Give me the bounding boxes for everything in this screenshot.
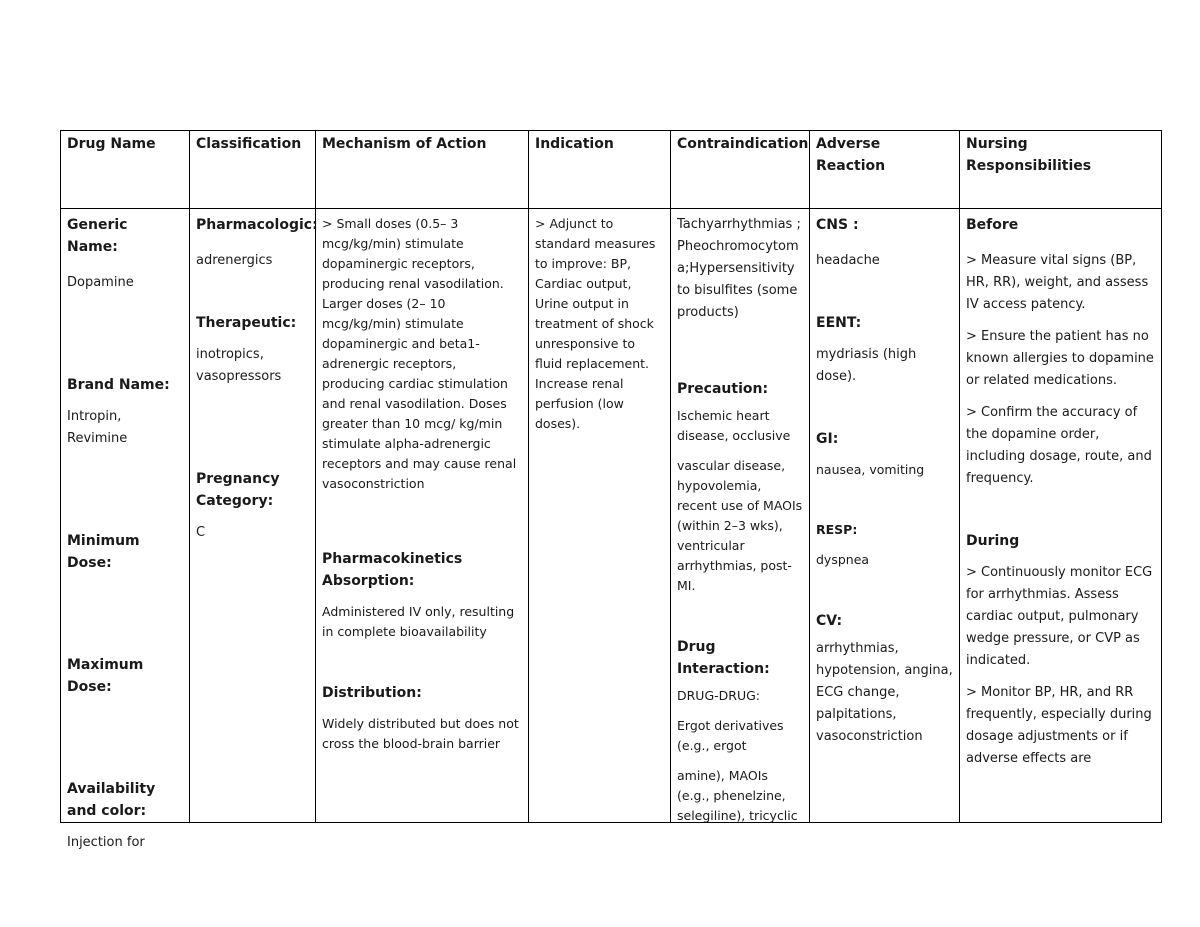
availability: Injection for [67,835,145,850]
before-item-1: > Measure vital signs (BP, HR, RR), weight, and assess IV access patency. [966,253,1149,312]
distribution-text: Widely distributed but does not cross the blood-brain barrier [322,716,519,751]
resp-text: dyspnea [816,552,870,567]
cell-mechanism [316,209,529,823]
gi-label: GI: [816,431,839,447]
gi-text: nausea, vomiting [816,462,925,477]
drug-interaction-label: Drug Interaction: [677,639,770,677]
contraindication-text: Tachyarrhythmias ;Pheochromocytoma;Hypersensitivity to bisulfites (some products) [677,217,801,320]
absorption-text: Administered IV only, resulting in complete bioavailability [322,604,515,639]
minimum-dose-label: Minimum Dose: [67,533,140,571]
during-item-2: > Monitor BP, HR, and RR frequently, especially during dosage adjustments or if adverse effects are [966,685,1152,766]
header-adverse-reaction: Adverse Reaction [810,131,960,209]
drug-drug-text-1: Ergot derivatives (e.g., ergot [677,718,784,753]
header-nursing: Nursing Responsibilities [960,131,1162,209]
header-contraindication: Contraindication [671,131,810,209]
eent-label: EENT: [816,315,862,331]
drug-drug-label: DRUG-DRUG: [677,688,761,703]
pharmacologic-label: Pharmacologic: [196,217,318,233]
precaution-text-2: vascular disease, hypovolemia, recent use of MAOIs (within 2–3 wks), ventricular arrhythmias, post-MI. [677,458,803,593]
cell-contraindication [671,209,810,823]
precaution-label: Precaution: [677,381,769,397]
cv-text: arrhythmias, hypotension, angina, ECG change, palpitations, vasoconstriction [816,641,953,744]
distribution-label: Distribution: [322,685,422,701]
cns-text: headache [816,253,880,268]
mechanism-text: > Small doses (0.5– 3 mcg/kg/min) stimulate dopaminergic receptors, producing renal vasodilation. Larger doses (2– 10 mcg/kg/min) stimulate dopaminergic and beta1-adrenergic receptors, producing cardiac stimulation and renal vasodilation. Doses greater than 10 mcg/ kg/min stimulate alpha-adrenergic receptors and may cause renal vasoconstriction [322,216,517,491]
brand-name-label: Brand Name: [67,377,170,393]
therapeutic-label: Therapeutic: [196,315,297,331]
drug-drug-text-2: amine), MAOIs (e.g., phenelzine, selegiline), tricyclic [677,768,798,823]
cell-classification [190,209,316,823]
header-drug-name: Drug Name [61,131,190,209]
resp-label: RESP: [816,522,858,537]
header-mechanism: Mechanism of Action [316,131,529,209]
before-label: Before [966,217,1019,233]
header-indication: Indication [529,131,671,209]
generic-name-label: Generic Name: [67,217,128,255]
therapeutic: inotropics, vasopressors [196,347,282,384]
eent-text: mydriasis (high dose). [816,347,917,384]
cv-label: CV: [816,613,843,629]
cell-adverse-reaction [810,209,960,823]
pharmacologic: adrenergics [196,253,273,268]
maximum-dose-label: Maximum Dose: [67,657,144,695]
pregnancy-category: C [196,525,206,540]
pregnancy-category-label: Pregnancy Category: [196,471,280,509]
cell-indication [529,209,671,823]
during-item-1: > Continuously monitor ECG for arrhythmias. Assess cardiac output, pulmonary wedge pressure, or CVP as indicated. [966,565,1153,668]
before-item-2: > Ensure the patient has no known allergies to dopamine or related medications. [966,329,1154,388]
cell-drug-name [61,209,190,850]
during-label: During [966,533,1020,549]
pharmacokinetics-label: Pharmacokinetics Absorption: [322,551,463,589]
drug-row [61,209,1162,823]
availability-label: Availability and color: [67,781,156,819]
generic-name: Dopamine [67,275,134,290]
cns-label: CNS : [816,217,859,233]
indication-text: > Adjunct to standard measures to improve: BP, Cardiac output, Urine output in treatment of shock unresponsive to fluid replacement. Increase renal perfusion (low doses). [535,216,656,431]
brand-name: Intropin, Revimine [67,409,128,446]
header-classification: Classification [190,131,316,209]
cell-nursing [960,209,1162,823]
precaution-text-1: Ischemic heart disease, occlusive [677,408,791,443]
drug-study-table [60,130,1162,850]
header-row [61,131,1162,209]
before-item-3: > Confirm the accuracy of the dopamine order, including dosage, route, and frequency. [966,405,1152,486]
